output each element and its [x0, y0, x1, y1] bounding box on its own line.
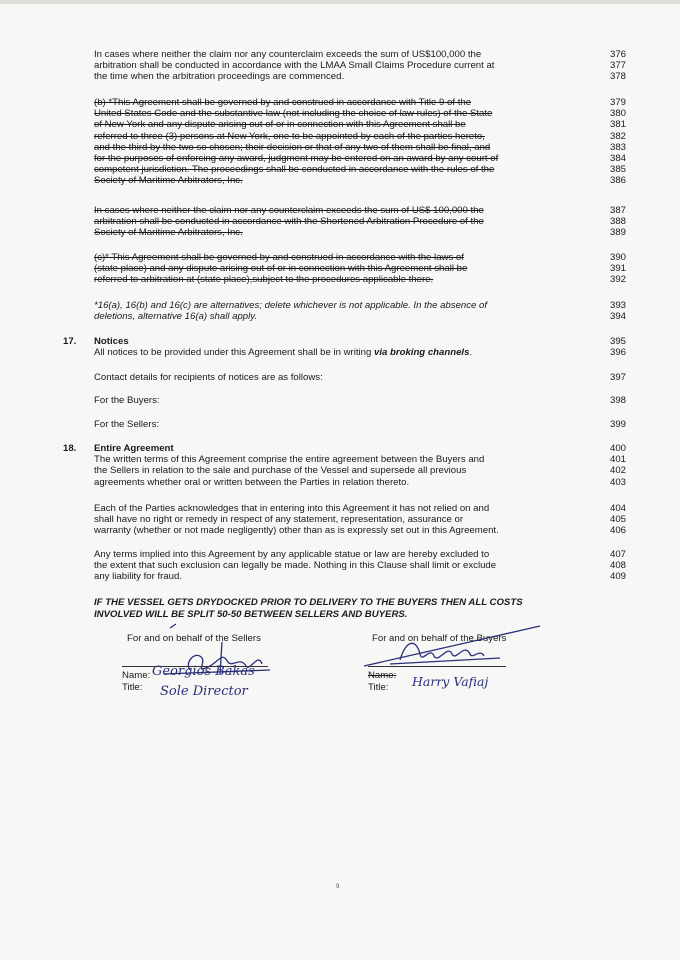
sellers-title-label: Title: — [122, 682, 143, 693]
line-number: 392 — [609, 274, 626, 286]
line-number: 400 — [609, 443, 626, 454]
clause18-title: Entire Agreement — [94, 443, 174, 454]
clause17-title: Notices — [94, 336, 129, 347]
line-number: 378 — [609, 71, 626, 83]
buyers-title-label: Title: — [368, 682, 389, 693]
line-number: 394 — [609, 311, 626, 323]
clause16c-struck-paragraph — [94, 252, 544, 286]
text-span: All notices to be provided under this Agreement shall be in writing — [94, 347, 374, 359]
line-number: 408 — [609, 560, 626, 572]
text-line: For the Buyers: — [94, 395, 160, 406]
text-line: For the Sellers: — [94, 419, 160, 430]
sellers-name-handwritten: Georgios Bakas — [152, 664, 255, 679]
line-number: 396 — [609, 347, 626, 359]
text-line: the Sellers in relation to the sale and purchase of the Vessel and supersede all previous — [94, 465, 467, 477]
text-line: (state place) and any dispute arising out of or in connection with this Agreement shall be — [94, 263, 468, 275]
text-line: agreements whether oral or written between the Parties in relation thereto. — [94, 476, 410, 488]
line-number: 406 — [609, 525, 626, 537]
clause16-small-claims-paragraph — [94, 49, 544, 83]
page-number: 9 — [336, 884, 340, 890]
line-number: 404 — [609, 503, 626, 514]
clause17-number: 17. — [63, 336, 77, 347]
text-line: Contact details for recipients of notices are as follows: — [94, 372, 323, 383]
text-line: competent jurisdiction. The proceedings shall be conducted in accordance with the rules of the — [94, 164, 495, 176]
line-number: 397 — [609, 372, 626, 383]
line-numbers — [606, 300, 626, 322]
line-numbers — [606, 549, 626, 583]
text-line: for the purposes of enforcing any award, judgment may be entered on an award by any court of — [94, 153, 499, 165]
line-number: 390 — [609, 252, 626, 263]
text-line: arbitration shall be conducted in accordance with the Shortened Arbitration Procedure of the — [94, 216, 484, 228]
text-line: and the third by the two so chosen; their decision or that of any two of them shall be final, and — [94, 141, 491, 153]
buyers-signature-scribble — [360, 620, 550, 672]
line-number: 409 — [609, 571, 626, 583]
text-line: Society of Maritime Arbitrators, Inc. — [94, 227, 243, 239]
clause17-notices — [94, 336, 544, 358]
line-number: 387 — [609, 205, 626, 216]
clause16b-struck-paragraph — [94, 97, 544, 187]
text-line: (c)* This Agreement shall be governed by and construed in accordance with the laws of — [94, 252, 464, 263]
text-line: INVOLVED WILL BE SPLIT 50-50 BETWEEN SELLERS AND BUYERS. — [94, 609, 408, 620]
line-number: 382 — [609, 130, 626, 142]
text-line: arbitration shall be conducted in accordance with the LMAA Small Claims Procedure current at — [94, 60, 495, 72]
text-line: In cases where neither the claim nor any counterclaim exceeds the sum of US$ 100,000 the — [94, 205, 484, 216]
line-number: 399 — [609, 419, 626, 430]
line-numbers — [606, 252, 626, 286]
line-number: 379 — [609, 97, 626, 108]
drydock-rider-clause — [94, 597, 523, 621]
sellers-caption: For and on behalf of the Sellers — [127, 633, 261, 644]
text-line: referred to three (3) persons at New York, one to be appointed by each of the parties hereto, — [94, 130, 485, 142]
buyers-name-label: Name: — [368, 670, 397, 681]
line-number: 380 — [609, 108, 626, 120]
text-line: referred to arbitration at (state place),subject to the procedures applicable there. — [94, 274, 434, 286]
line-number: 402 — [609, 465, 626, 477]
line-number: 393 — [609, 300, 626, 311]
text-line: any liability for fraud. — [94, 571, 182, 583]
text-line: of New York and any dispute arising out of or in connection with this Agreement shall be — [94, 119, 466, 131]
line-numbers — [606, 503, 626, 537]
text-line: warranty (whether or not made negligently) other than as is expressly set out in this Agreement. — [94, 525, 499, 537]
line-number: 401 — [609, 454, 626, 466]
line-number: 388 — [609, 216, 626, 228]
text-line: shall have no right or remedy in respect of any statement, representation, assurance or — [94, 514, 464, 526]
text-line: In cases where neither the claim nor any counterclaim exceeds the sum of US$100,000 the — [94, 49, 482, 60]
line-number: 385 — [609, 164, 626, 176]
clause17-line — [94, 347, 544, 358]
buyers-caption: For and on behalf of the Buyers — [372, 633, 507, 644]
text-line: Society of Maritime Arbitrators, Inc. — [94, 175, 243, 187]
text-line: Each of the Parties acknowledges that in entering into this Agreement it has not relied on and — [94, 503, 490, 514]
line-number: 391 — [609, 263, 626, 275]
text-line: IF THE VESSEL GETS DRYDOCKED PRIOR TO DELIVERY TO THE BUYERS THEN ALL COSTS — [94, 597, 523, 608]
line-number: 403 — [609, 476, 626, 488]
text-line: United States Code and the substantive law (not including the choice of law rules) of the State — [94, 108, 493, 120]
sellers-name-label: Name: — [122, 670, 151, 681]
line-number: 384 — [609, 153, 626, 165]
contact-details-line — [94, 372, 544, 383]
text-span: . — [469, 347, 473, 359]
line-number: 386 — [609, 175, 626, 187]
clause18-entire-agreement — [94, 443, 544, 488]
clause16b-shortened-procedure-struck — [94, 205, 544, 239]
emphasis-span: via broking channels — [373, 347, 470, 359]
line-number: 376 — [609, 49, 626, 60]
text-line: the time when the arbitration proceedings are commenced. — [94, 71, 345, 83]
line-number: 383 — [609, 141, 626, 153]
buyers-name-handwritten: Harry Vafiaj — [412, 674, 489, 689]
line-number: 398 — [609, 395, 626, 406]
sellers-title-handwritten: Sole Director — [160, 684, 248, 699]
text-line: the extent that such exclusion can legally be made. Nothing in this Clause shall limit or exclude — [94, 560, 497, 572]
line-numbers — [606, 49, 626, 83]
buyers-signature-line — [368, 666, 506, 667]
text-line: *16(a), 16(b) and 16(c) are alternatives; delete whichever is not applicable. In the absence of — [94, 300, 488, 311]
line-number: 405 — [609, 514, 626, 526]
text-line: (b) *This Agreement shall be governed by and construed in accordance with Title 9 of the — [94, 97, 472, 108]
clause18-number: 18. — [63, 443, 77, 454]
for-sellers-line — [94, 419, 544, 430]
alternatives-note — [94, 300, 544, 322]
clause18-implied-terms-paragraph — [94, 549, 544, 583]
line-numbers — [606, 336, 626, 358]
line-number: 407 — [609, 549, 626, 560]
text-line: The written terms of this Agreement comprise the entire agreement between the Buyers and — [94, 454, 485, 466]
line-number: 395 — [609, 336, 626, 347]
line-numbers — [606, 443, 626, 488]
line-number: 381 — [609, 119, 626, 131]
for-buyers-line — [94, 395, 544, 406]
line-numbers — [606, 205, 626, 239]
line-number: 377 — [609, 60, 626, 72]
clause18-reliance-paragraph — [94, 503, 544, 537]
line-numbers — [606, 97, 626, 187]
scan-top-edge — [0, 0, 680, 4]
line-number: 389 — [609, 227, 626, 239]
text-line: deletions, alternative 16(a) shall apply. — [94, 311, 258, 323]
text-line: Any terms implied into this Agreement by any applicable statue or law are hereby excluded to — [94, 549, 490, 560]
